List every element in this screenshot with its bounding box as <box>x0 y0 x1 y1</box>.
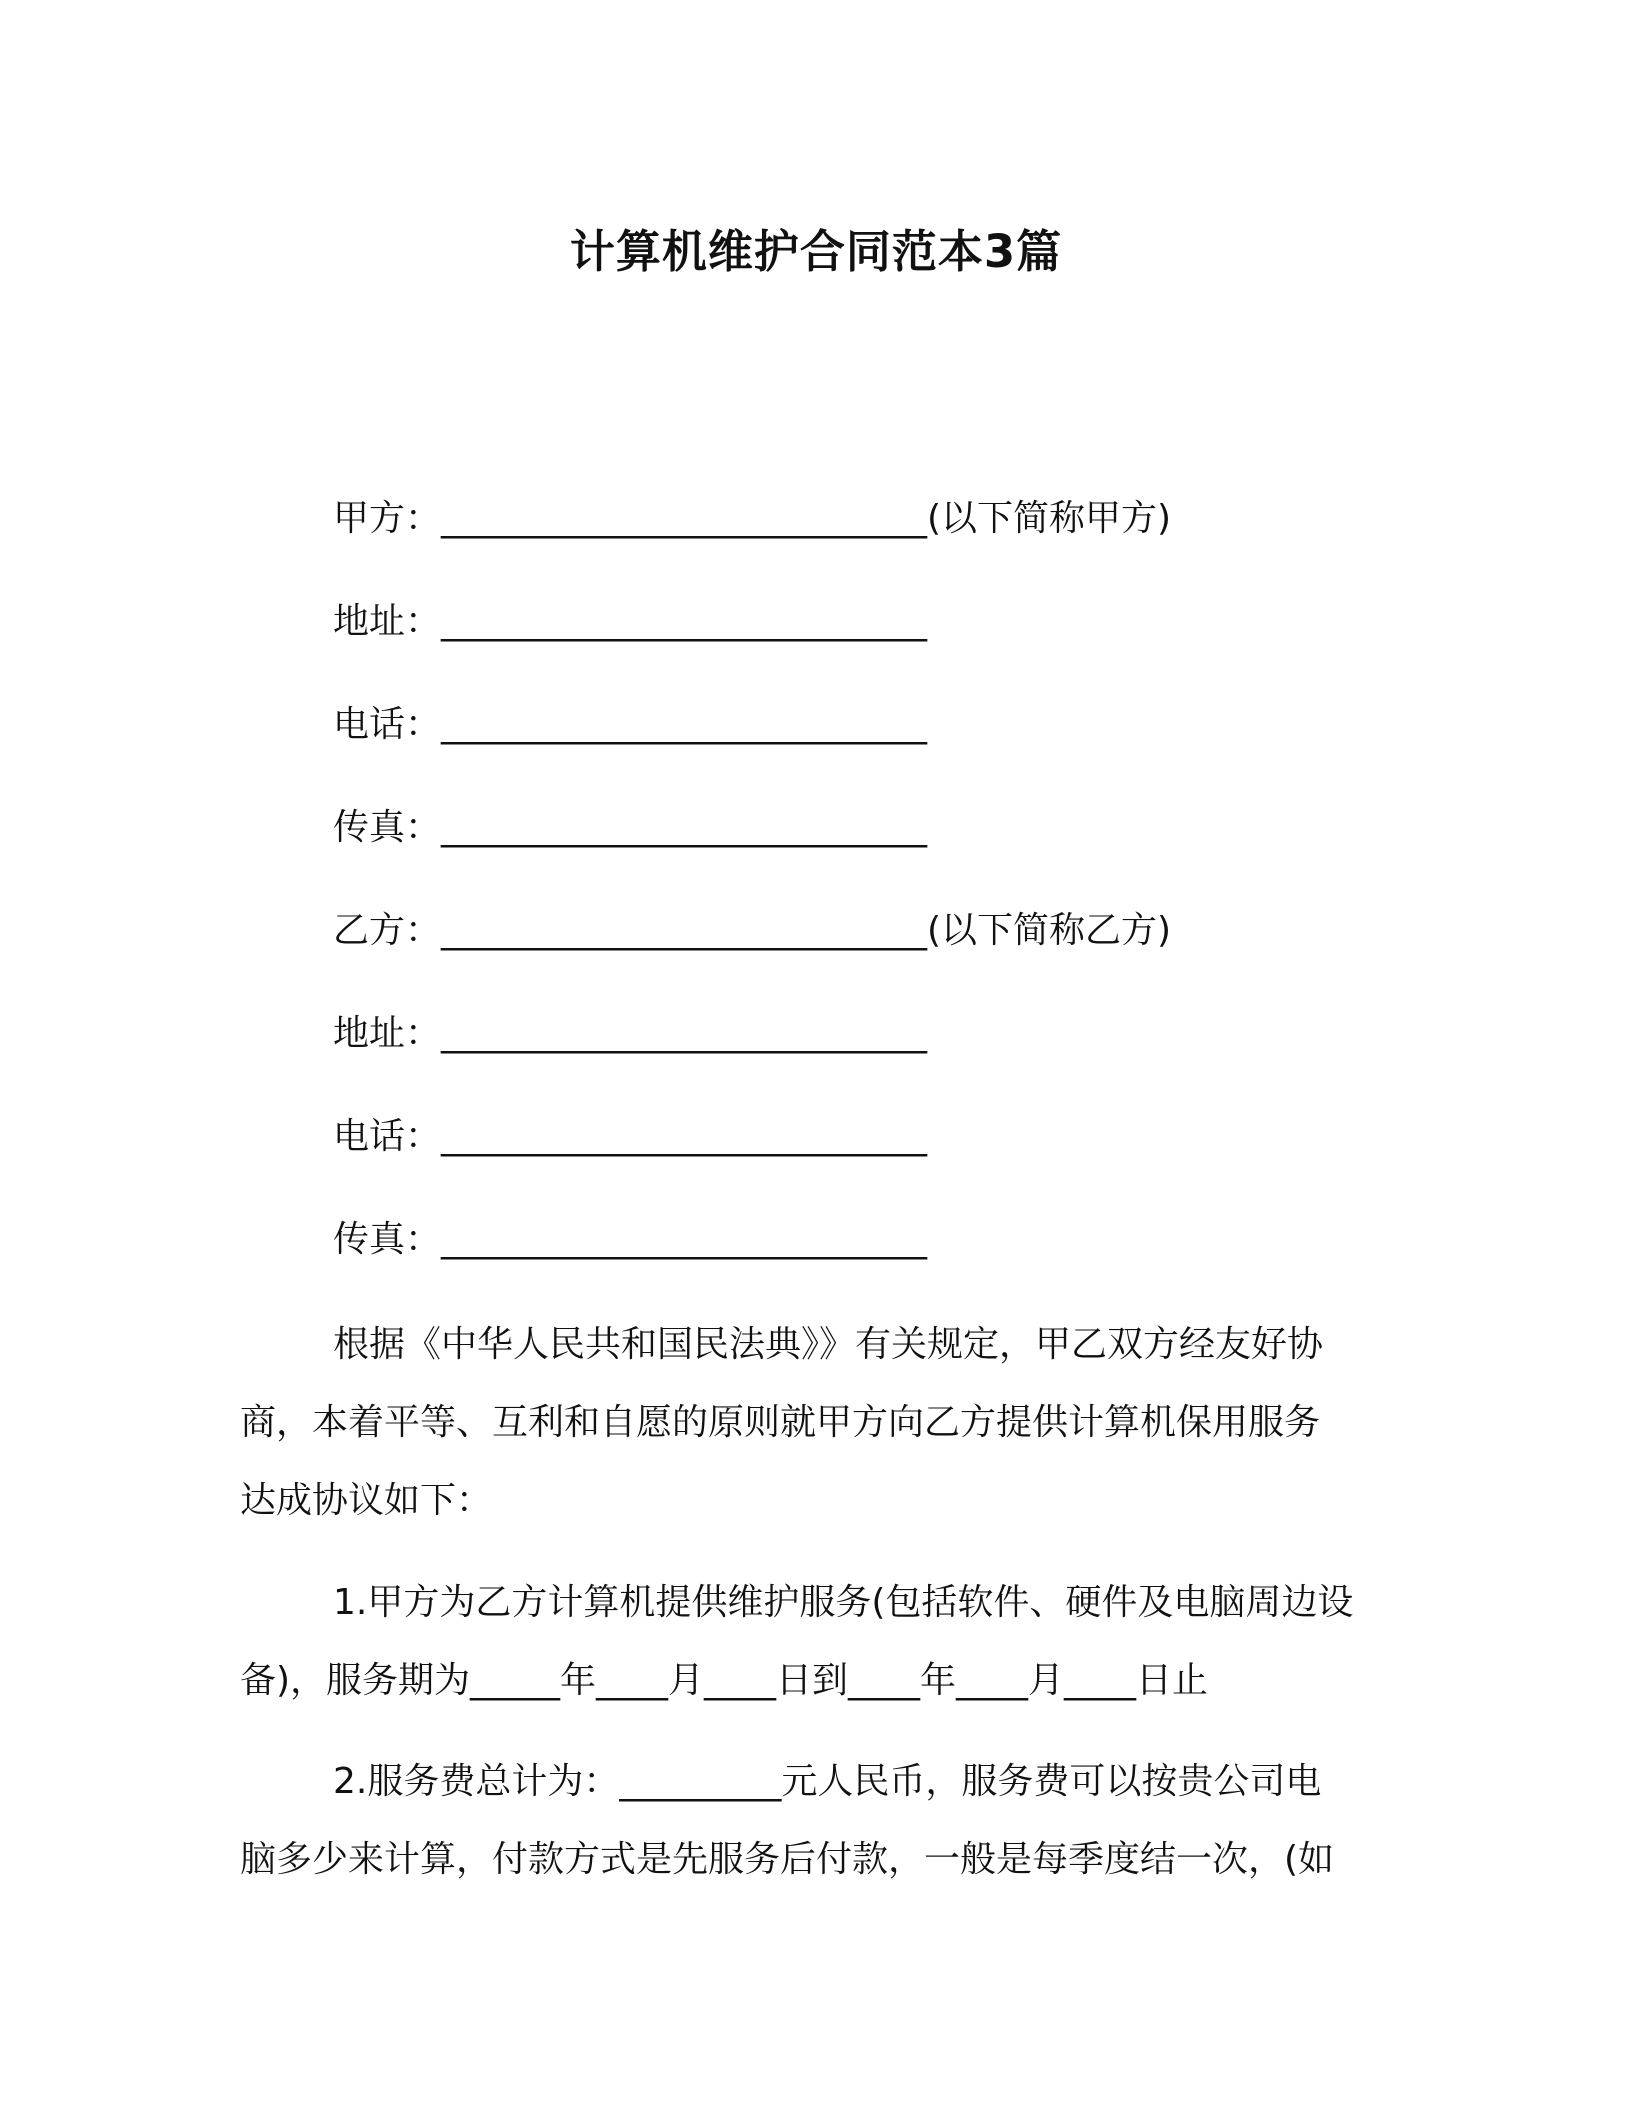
intro-line-1: 根据《中华人民共和国民法典》》有关规定，甲乙双方经友好协 <box>333 1324 1324 1365</box>
party-a-fax-field: 传真：___________________________ <box>333 807 928 848</box>
party-b-name-field: 乙方：___________________________(以下简称乙方) <box>333 910 1172 951</box>
intro-paragraph <box>240 1306 1400 1540</box>
party-a-address-field: 地址：___________________________ <box>333 601 928 642</box>
intro-line-2: 商，本着平等、互利和自愿的原则就甲方向乙方提供计算机保用服务 <box>240 1402 1321 1443</box>
party-a-name-field: 甲方：___________________________(以下简称甲方) <box>333 498 1172 539</box>
party-b-address-field: 地址：___________________________ <box>333 1013 928 1054</box>
clause-1-line-1: 1.甲方为乙方计算机提供维护服务(包括软件、硬件及电脑周边设 <box>333 1582 1354 1623</box>
party-a-phone-field: 电话：___________________________ <box>333 704 928 745</box>
clause-2-paragraph <box>240 1743 1400 1899</box>
clause-1-line-2: 备)，服务期为_____年____月____日到____年____月____日止 <box>240 1660 1209 1701</box>
clause-2-line-2: 脑多少来计算，付款方式是先服务后付款，一般是每季度结一次，(如 <box>240 1839 1335 1880</box>
clause-2-line-1: 2.服务费总计为：_________元人民币，服务费可以按贵公司电 <box>333 1761 1322 1802</box>
party-b-phone-field: 电话：___________________________ <box>333 1116 928 1157</box>
intro-line-3: 达成协议如下： <box>240 1480 493 1521</box>
party-b-fax-field: 传真：___________________________ <box>333 1219 928 1260</box>
clause-1-paragraph <box>240 1564 1400 1720</box>
document-title: 计算机维护合同范本3篇 <box>569 225 1063 278</box>
